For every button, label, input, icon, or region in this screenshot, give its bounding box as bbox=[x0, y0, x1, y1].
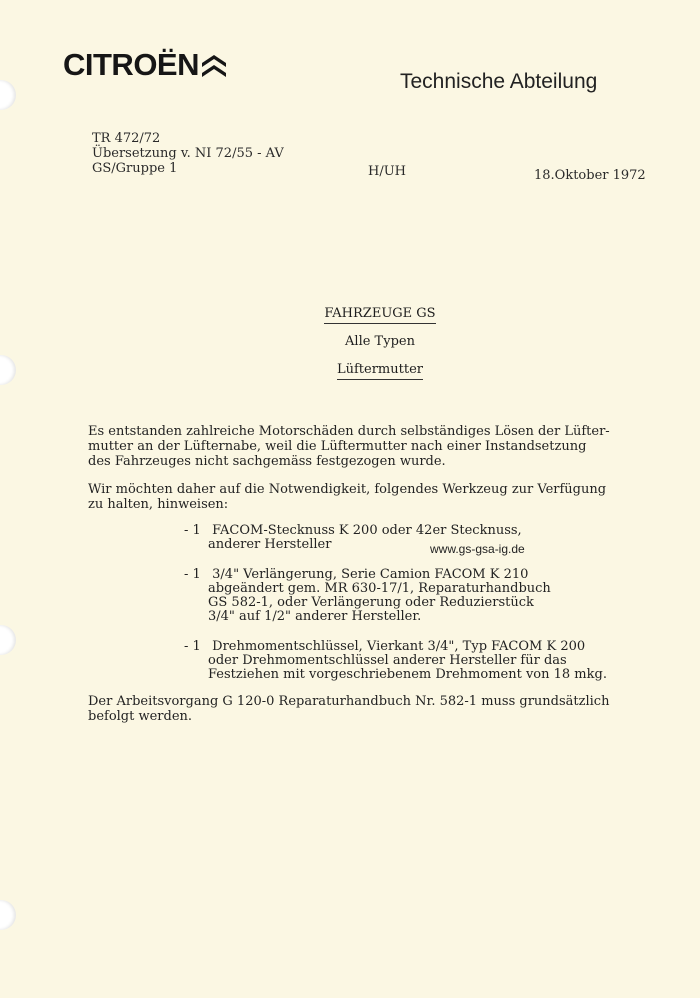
group-ref: GS/Gruppe 1 bbox=[92, 161, 178, 176]
tool-dash: - 1 bbox=[184, 639, 201, 654]
closing-paragraph bbox=[88, 694, 609, 724]
citroen-logo bbox=[63, 48, 227, 82]
initials: H/UH bbox=[368, 164, 407, 179]
tool-line: Festziehen mit vorgeschriebenem Drehmoment von 18 mkg. bbox=[208, 667, 607, 682]
intro-line: des Fahrzeuges nicht sachgemäss festgezogen wurde. bbox=[88, 454, 446, 469]
title-subject bbox=[280, 362, 480, 377]
translation-ref: Übersetzung v. NI 72/55 - AV bbox=[92, 146, 284, 161]
intro-line: Es entstanden zahlreiche Motorschäden durch selbständiges Lösen der Lüfter- bbox=[88, 424, 610, 439]
request-line: zu halten, hinweisen: bbox=[88, 497, 229, 512]
title-vehicle bbox=[280, 306, 480, 321]
tool-line: anderer Hersteller bbox=[208, 537, 332, 552]
request-paragraph bbox=[88, 482, 606, 512]
punch-hole bbox=[0, 900, 16, 930]
punch-hole bbox=[0, 355, 16, 385]
ref-number: TR 472/72 bbox=[92, 131, 161, 146]
title-line1: FAHRZEUGE GS bbox=[324, 306, 435, 324]
title-types: Alle Typen bbox=[345, 334, 415, 349]
tool-line: oder Drehmomentschlüssel anderer Hersteller für das bbox=[208, 653, 567, 668]
double-chevron-icon bbox=[201, 52, 227, 78]
tool-item-2 bbox=[184, 568, 551, 624]
tool-line: GS 582-1, oder Verlängerung oder Reduzierstück bbox=[208, 595, 534, 610]
tool-line: 3/4" Verlängerung, Serie Camion FACOM K 210 bbox=[212, 567, 529, 582]
closing-line: Der Arbeitsvorgang G 120-0 Reparaturhandbuch Nr. 582-1 muss grundsätzlich bbox=[88, 694, 610, 709]
tool-line: 3/4" auf 1/2" anderer Hersteller. bbox=[208, 609, 422, 624]
tool-dash: - 1 bbox=[184, 567, 201, 582]
intro-line: mutter an der Lüfternabe, weil die Lüftermutter nach einer Instandsetzung bbox=[88, 439, 587, 454]
title-line3: Lüftermutter bbox=[337, 362, 423, 380]
tool-dash: - 1 bbox=[184, 523, 201, 538]
request-line: Wir möchten daher auf die Notwendigkeit, folgendes Werkzeug zur Verfügung bbox=[88, 482, 607, 497]
document-date: 18.Oktober 1972 bbox=[534, 168, 646, 183]
closing-line: befolgt werden. bbox=[88, 709, 193, 724]
reference-block bbox=[92, 131, 284, 176]
tool-line: FACOM-Stecknuss K 200 oder 42er Stecknuss, bbox=[212, 523, 522, 538]
tool-line: Drehmomentschlüssel, Vierkant 3/4", Typ FACOM K 200 bbox=[212, 639, 586, 654]
department-title: Technische Abteilung bbox=[400, 70, 598, 93]
intro-paragraph bbox=[88, 424, 610, 469]
logo-text: CITROËN bbox=[63, 47, 199, 82]
punch-hole bbox=[0, 625, 16, 655]
tool-line: abgeändert gem. MR 630-17/1, Reparaturhandbuch bbox=[208, 581, 551, 596]
website-watermark: www.gs-gsa-ig.de bbox=[430, 542, 525, 556]
punch-hole bbox=[0, 80, 16, 110]
tool-item-3 bbox=[184, 640, 607, 682]
